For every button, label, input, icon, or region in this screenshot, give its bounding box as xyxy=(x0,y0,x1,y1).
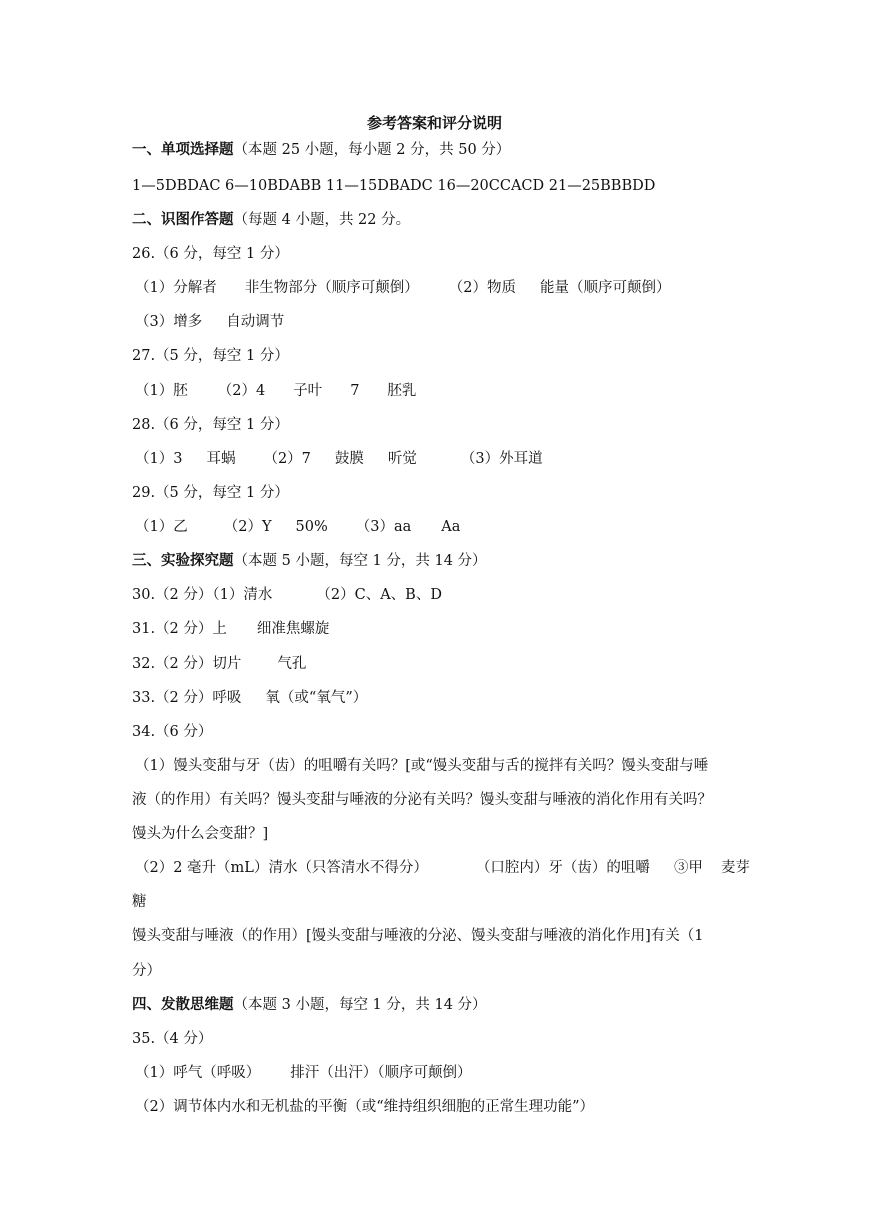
q29-a1: （1）乙 xyxy=(135,519,188,535)
section-1-heading: 一、单项选择题 xyxy=(132,141,234,158)
q34-p2-a3: ③甲 xyxy=(673,860,703,876)
q27-a1: （1）胚 xyxy=(135,383,188,399)
section-3-line xyxy=(132,551,487,571)
q32-a1: 32.（2 分）切片 xyxy=(132,656,242,672)
q26-a1: （1）分解者 xyxy=(135,280,217,296)
q29-head: 29.（5 分，每空 1 分） xyxy=(132,485,289,501)
q32-line xyxy=(132,654,306,674)
q27-a2: （2）4 xyxy=(217,383,266,399)
q28-a2: 耳蜗 xyxy=(206,451,236,467)
section-2-heading: 二、识图作答题 xyxy=(132,211,234,228)
section-4-line xyxy=(132,995,487,1015)
q31-line xyxy=(132,619,329,639)
q28-answer-line xyxy=(135,449,543,469)
q28-a4: 鼓膜 xyxy=(334,451,364,467)
q26-a6: 自动调节 xyxy=(226,314,285,330)
q28-a5: 听觉 xyxy=(387,451,417,467)
q26-answer-line-2 xyxy=(135,312,284,332)
page-title: 参考答案和评分说明 xyxy=(366,114,502,132)
choice-answers: 1—5DBDAC 6—10BDABB 11—15DBADC 16—20CCACD 21—25BBBDD xyxy=(132,178,656,194)
q26-a4: 能量（顺序可颠倒） xyxy=(539,280,671,296)
q34-p2-line xyxy=(135,858,750,878)
section-3-heading: 三、实验探究题 xyxy=(132,552,234,569)
q28-a1: （1）3 xyxy=(135,451,183,467)
section-3-note: （本题 5 小题，每空 1 分，共 14 分） xyxy=(233,553,487,569)
q26-a5: （3）增多 xyxy=(135,314,203,330)
q32-a2: 气孔 xyxy=(277,656,307,672)
q34-p2-a4: 麦芽 xyxy=(720,860,750,876)
q33-line xyxy=(132,688,367,708)
q29-a4: （3）aa xyxy=(355,519,412,535)
q26-head: 26.（6 分，每空 1 分） xyxy=(132,246,289,262)
q35-a1: （1）呼气（呼吸） xyxy=(135,1065,261,1081)
q28-head: 28.（6 分，每空 1 分） xyxy=(132,417,289,433)
q35-answer-line-1 xyxy=(135,1063,471,1083)
q30-line xyxy=(132,585,442,605)
q29-a3: 50% xyxy=(295,519,328,535)
q29-a2: （2）Y xyxy=(223,519,272,535)
section-4-note: （本题 3 小题，每空 1 分，共 14 分） xyxy=(233,997,487,1013)
q34-p2-a1: （2）2 毫升（mL）清水（只答清水不得分） xyxy=(135,860,428,876)
q34-p1-line-3: 馒头为什么会变甜？] xyxy=(132,826,269,842)
section-2-line xyxy=(132,210,410,230)
q34-p2-line-2: 糖 xyxy=(132,894,147,910)
q26-answer-line-1 xyxy=(135,278,670,298)
section-1-note: （本题 25 小题，每小题 2 分，共 50 分） xyxy=(233,142,511,158)
q35-answer-line-2: （2）调节体内水和无机盐的平衡（或“维持组织细胞的正常生理功能”） xyxy=(135,1099,595,1115)
section-4-heading: 四、发散思维题 xyxy=(132,996,234,1013)
q27-answer-line xyxy=(135,381,416,401)
q34-p1-line-1: （1）馒头变甜与牙（齿）的咀嚼有关吗？[或“馒头变甜与舌的搅拌有关吗？馒头变甜与唾 xyxy=(135,758,709,774)
q26-a2: 非生物部分（顺序可颠倒） xyxy=(244,280,419,296)
q29-a5: Aa xyxy=(441,519,461,535)
section-2-note: （每题 4 小题，共 22 分。 xyxy=(233,212,411,228)
q35-a2: 排汗（出汗）（顺序可颠倒） xyxy=(290,1065,472,1081)
q31-a2: 细准焦螺旋 xyxy=(256,621,330,637)
q33-a2: 氧（或“氧气”） xyxy=(265,690,368,706)
q35-head: 35.（4 分） xyxy=(132,1031,213,1047)
q29-answer-line xyxy=(135,517,460,537)
q33-a1: 33.（2 分）呼吸 xyxy=(132,690,242,706)
q28-a6: （3）外耳道 xyxy=(460,451,543,467)
q34-head: 34.（6 分） xyxy=(132,724,213,740)
q27-head: 27.（5 分，每空 1 分） xyxy=(132,348,289,364)
q34-p3-line-2: 分） xyxy=(132,963,161,979)
q34-p3-line-1: 馒头变甜与唾液（的作用）[馒头变甜与唾液的分泌、馒头变甜与唾液的消化作用]有关（1 xyxy=(132,928,704,944)
q30-a1: 30.（2 分）（1）清水 xyxy=(132,587,273,603)
q34-p1-line-2: 液（的作用）有关吗？馒头变甜与唾液的分泌有关吗？馒头变甜与唾液的消化作用有关吗？ xyxy=(132,792,712,808)
q31-a1: 31.（2 分）上 xyxy=(132,621,227,637)
q26-a3: （2）物质 xyxy=(448,280,516,296)
q27-a5: 胚乳 xyxy=(387,383,417,399)
q27-a4: 7 xyxy=(350,383,360,399)
q30-a2: （2）C、A、B、D xyxy=(316,587,442,603)
q28-a3: （2）7 xyxy=(263,451,311,467)
section-1-line xyxy=(132,140,510,160)
q27-a3: 子叶 xyxy=(293,383,323,399)
q34-p2-a2: （口腔内）牙（齿）的咀嚼 xyxy=(475,860,650,876)
